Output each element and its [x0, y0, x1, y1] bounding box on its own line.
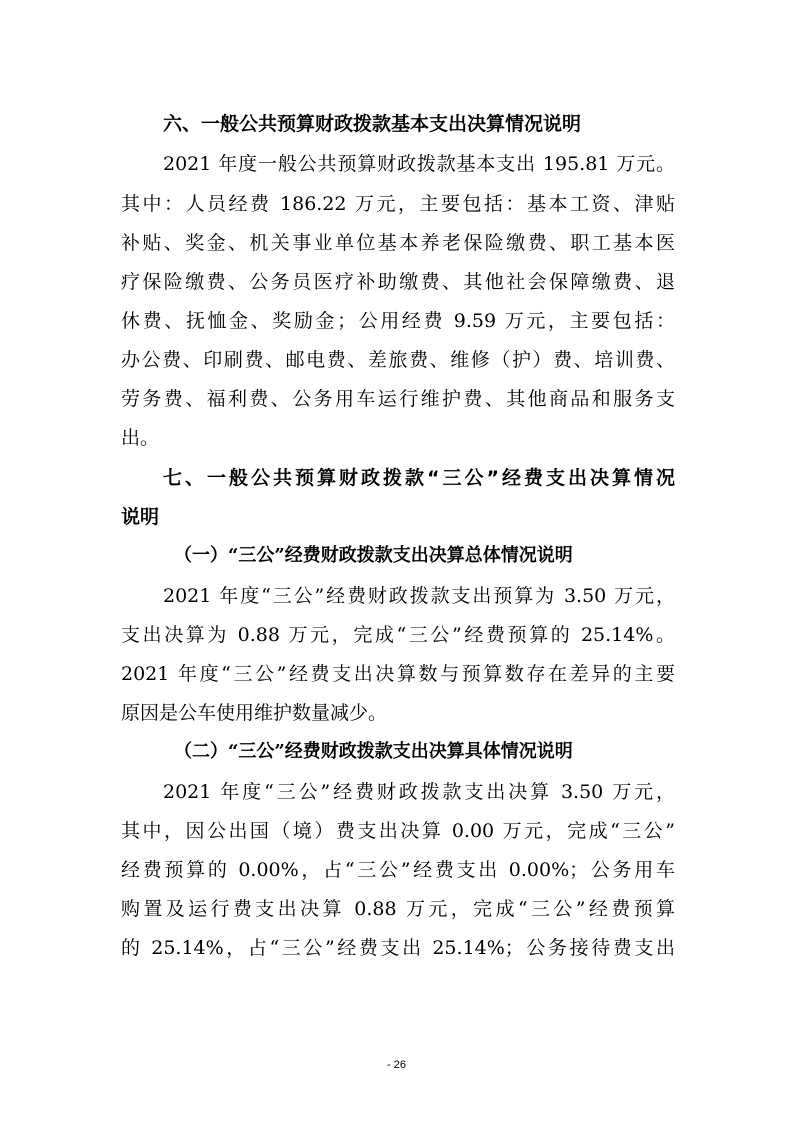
paragraph-line: 出。 [121, 427, 160, 449]
subsection-heading-2: （二）“三公”经费财政拨款支出决算具体情况说明 [174, 741, 573, 762]
paragraph-line: 休费、抚恤金、奖励金；公用经费 9.59 万元，主要包括： [121, 310, 675, 332]
paragraph-line: 经费预算的 0.00%，占“三公”经费支出 0.00%；公务用车 [121, 859, 675, 881]
section-heading-7: 七、一般公共预算财政拨款“三公”经费支出决算情况 [163, 467, 675, 489]
paragraph-line: 2021 年度“三公”经费财政拨款支出决算 3.50 万元， [163, 781, 675, 803]
paragraph-line: 办公费、印刷费、邮电费、差旅费、维修（护）费、培训费、 [121, 349, 675, 371]
paragraph-line: 购置及运行费支出决算 0.88 万元，完成“三公”经费预算 [121, 898, 675, 920]
subsection-heading-1: （一）“三公”经费财政拨款支出决算总体情况说明 [174, 545, 573, 566]
paragraph-line: 原因是公车使用维护数量减少。 [121, 702, 388, 724]
paragraph-line: 劳务费、福利费、公务用车运行维护费、其他商品和服务支 [121, 388, 675, 410]
paragraph-line: 2021 年度一般公共预算财政拨款基本支出 195.81 万元。 [163, 153, 675, 175]
paragraph-line: 疗保险缴费、公务员医疗补助缴费、其他社会保障缴费、退 [121, 271, 675, 293]
paragraph-line: 补贴、奖金、机关事业单位基本养老保险缴费、职工基本医 [121, 232, 675, 254]
paragraph-line: 2021 年度“三公”经费财政拨款支出预算为 3.50 万元， [163, 585, 675, 607]
paragraph-line: 其中：人员经费 186.22 万元，主要包括：基本工资、津贴 [121, 193, 675, 215]
section-heading-7-cont: 说明 [121, 506, 160, 528]
paragraph-line: 其中，因公出国（境）费支出决算 0.00 万元，完成“三公” [121, 820, 675, 842]
page-number: - 26 [387, 1059, 406, 1071]
paragraph-line: 2021 年度“三公”经费支出决算数与预算数存在差异的主要 [121, 663, 675, 685]
section-heading-6: 六、一般公共预算财政拨款基本支出决算情况说明 [163, 113, 582, 135]
paragraph-line: 的 25.14%，占“三公”经费支出 25.14%；公务接待费支出 [121, 937, 675, 959]
paragraph-line: 支出决算为 0.88 万元，完成“三公”经费预算的 25.14%。 [121, 624, 675, 646]
